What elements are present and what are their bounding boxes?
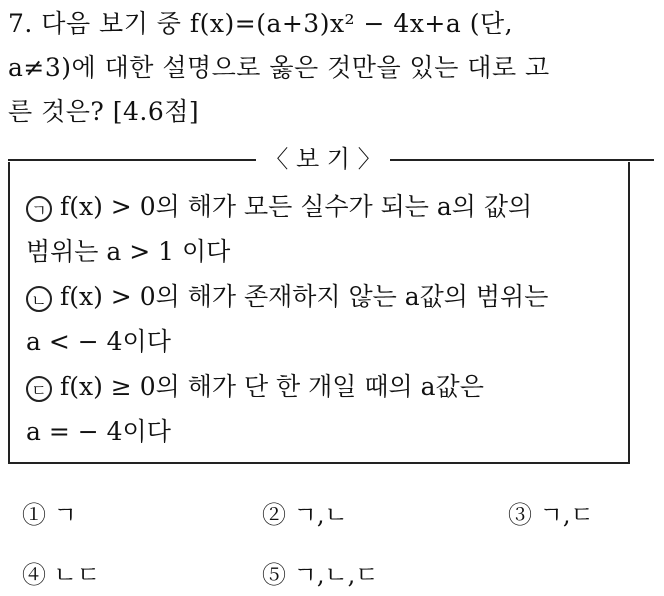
choice-number: ④: [22, 561, 46, 589]
circle-marker-digeut: ㄷ: [26, 376, 52, 402]
choice-number: ②: [262, 501, 286, 529]
choice-answer: ㄴㄷ: [53, 561, 101, 589]
choice-4[interactable]: [22, 555, 100, 595]
bogi-item-3: [26, 364, 626, 409]
choice-number: ③: [508, 501, 532, 529]
circle-marker-giyeok: ㄱ: [26, 196, 52, 222]
bogi-item-1-continued: 범위는 a > 1 이다: [26, 237, 231, 266]
bogi-item-3-text: f(x) ≥ 0의 해가 단 한 개일 때의 a값은: [60, 372, 484, 401]
bogi-item-2-continued: a < − 4이다: [26, 327, 171, 356]
choice-answer: ㄱ,ㄷ: [539, 501, 594, 529]
question-line-2: a≠3)에 대한 설명으로 옳은 것만을 있는 대로 고: [8, 53, 550, 82]
choice-answer: ㄱ: [53, 501, 77, 529]
choice-answer: ㄱ,ㄴ: [293, 501, 348, 529]
bogi-item-3-continued: a = − 4이다: [26, 417, 171, 446]
choice-1[interactable]: [22, 495, 77, 535]
choice-3[interactable]: [508, 495, 594, 535]
question-stem: [8, 2, 658, 134]
bogi-item-1-text: f(x) > 0의 해가 모든 실수가 되는 a의 값의: [60, 192, 533, 221]
choice-5[interactable]: [262, 555, 378, 595]
bogi-rule-left: [8, 159, 256, 161]
choice-2[interactable]: [262, 495, 348, 535]
question-line-3: 른 것은? [4.6점]: [8, 97, 200, 126]
circle-marker-nieun: ㄴ: [26, 286, 52, 312]
answer-choices: [0, 495, 664, 595]
choice-number: ⑤: [262, 561, 286, 589]
bogi-items: [26, 184, 626, 454]
bogi-item-2: [26, 274, 626, 319]
bogi-item-1: [26, 184, 626, 229]
question-line-1: 7. 다음 보기 중 f(x)=(a+3)x² − 4x+a (단,: [8, 9, 514, 38]
choice-answer: ㄱ,ㄴ,ㄷ: [293, 561, 379, 589]
bogi-item-2-text: f(x) > 0의 해가 존재하지 않는 a값의 범위는: [60, 282, 549, 311]
choice-number: ①: [22, 501, 46, 529]
bogi-rule-right: [390, 159, 654, 161]
bogi-label: 〈 보 기 〉: [264, 145, 382, 173]
